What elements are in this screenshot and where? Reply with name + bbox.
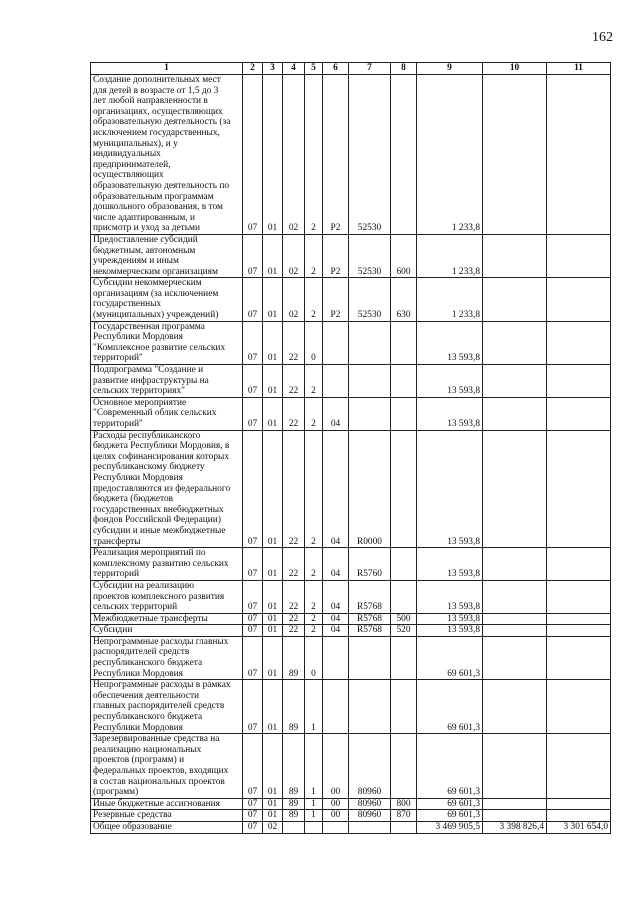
cell-amount-10: [483, 548, 547, 581]
cell-amount-11: [547, 321, 611, 364]
cell-code-7: R5768: [349, 580, 391, 613]
cell-code-8: 520: [391, 625, 417, 637]
cell-code-8: [391, 734, 417, 799]
cell-code-7: R5768: [349, 613, 391, 625]
table-row: [91, 278, 611, 321]
cell-code-7: [349, 636, 391, 679]
cell-row-name: Подпрограмма "Создание и развитие инфраструктуры на сельских территориях": [91, 365, 243, 398]
cell-amount-10: [483, 397, 547, 430]
cell-code-6: [323, 821, 349, 833]
cell-amount-11: [547, 734, 611, 799]
cell-code-4: 22: [283, 548, 305, 581]
cell-code-3: 01: [263, 365, 283, 398]
cell-code-3: 02: [263, 821, 283, 833]
cell-code-2: 07: [243, 810, 263, 822]
cell-code-2: 07: [243, 636, 263, 679]
table-header-row: [91, 63, 611, 75]
cell-code-7: 80960: [349, 798, 391, 810]
col-header-4: 4: [283, 63, 305, 75]
cell-amount-10: [483, 734, 547, 799]
cell-code-8: [391, 430, 417, 548]
cell-code-5: 1: [305, 810, 323, 822]
cell-amount-10: [483, 75, 547, 235]
cell-code-5: [305, 821, 323, 833]
cell-code-5: 2: [305, 397, 323, 430]
cell-amount-11: [547, 636, 611, 679]
cell-amount-10: [483, 613, 547, 625]
cell-code-6: 04: [323, 548, 349, 581]
cell-code-4: 22: [283, 580, 305, 613]
cell-code-4: 89: [283, 810, 305, 822]
cell-amount-9: 3 469 905,5: [417, 821, 483, 833]
cell-code-4: 02: [283, 234, 305, 277]
cell-row-name: Основное мероприятие "Современный облик сельских территорий": [91, 397, 243, 430]
cell-code-7: 52530: [349, 75, 391, 235]
cell-code-4: 02: [283, 278, 305, 321]
cell-amount-9: 13 593,8: [417, 430, 483, 548]
table-row: [91, 397, 611, 430]
cell-amount-10: [483, 625, 547, 637]
cell-code-3: 01: [263, 810, 283, 822]
cell-amount-11: [547, 798, 611, 810]
cell-row-name: Субсидии: [91, 625, 243, 637]
cell-code-2: 07: [243, 397, 263, 430]
cell-code-3: 01: [263, 75, 283, 235]
cell-code-7: R5760: [349, 548, 391, 581]
cell-code-3: 01: [263, 636, 283, 679]
cell-code-3: 01: [263, 234, 283, 277]
cell-amount-9: 13 593,8: [417, 397, 483, 430]
cell-amount-11: [547, 580, 611, 613]
cell-code-5: 2: [305, 75, 323, 235]
cell-code-7: 80960: [349, 734, 391, 799]
cell-row-name: Непрограммные расходы в рамках обеспечения деятельности главных распорядителей средств республиканского бюджета Республики Мордовия: [91, 680, 243, 734]
col-header-8: 8: [391, 63, 417, 75]
cell-code-6: [323, 680, 349, 734]
cell-code-2: 07: [243, 548, 263, 581]
cell-code-2: 07: [243, 821, 263, 833]
cell-code-8: [391, 75, 417, 235]
cell-amount-11: [547, 397, 611, 430]
cell-code-2: 07: [243, 680, 263, 734]
cell-code-5: 1: [305, 734, 323, 799]
cell-code-3: 01: [263, 278, 283, 321]
cell-code-4: 89: [283, 798, 305, 810]
cell-code-6: 00: [323, 810, 349, 822]
cell-amount-9: 13 593,8: [417, 580, 483, 613]
table-body: [91, 75, 611, 834]
cell-amount-9: 1 233,8: [417, 75, 483, 235]
cell-row-name: Общее образование: [91, 821, 243, 833]
cell-row-name: Расходы республиканского бюджета Республики Мордовия, в целях софинансирования которых республиканскому бюджету Республики Мордовия предоставляются из федерального бюджета (бюджетов государственных внебюджетных фондов Российской Федерации) субсидии и иные межбюджетные трансферты: [91, 430, 243, 548]
cell-amount-9: 69 601,3: [417, 636, 483, 679]
cell-amount-9: 69 601,3: [417, 680, 483, 734]
cell-code-3: 01: [263, 430, 283, 548]
table-row: [91, 580, 611, 613]
cell-code-4: 89: [283, 636, 305, 679]
cell-code-7: [349, 321, 391, 364]
cell-code-8: 600: [391, 234, 417, 277]
cell-code-5: 2: [305, 613, 323, 625]
col-header-10: 10: [483, 63, 547, 75]
cell-code-7: [349, 821, 391, 833]
col-header-2: 2: [243, 63, 263, 75]
cell-code-8: 800: [391, 798, 417, 810]
cell-code-3: 01: [263, 613, 283, 625]
cell-code-5: 2: [305, 234, 323, 277]
table-row: [91, 798, 611, 810]
table-row: [91, 548, 611, 581]
table-row: [91, 680, 611, 734]
cell-amount-11: [547, 625, 611, 637]
cell-amount-11: [547, 613, 611, 625]
cell-code-4: 22: [283, 321, 305, 364]
cell-code-7: 52530: [349, 278, 391, 321]
cell-row-name: Непрограммные расходы главных распорядителей средств республиканского бюджета Республики Мордовия: [91, 636, 243, 679]
cell-code-6: 04: [323, 430, 349, 548]
cell-code-6: P2: [323, 75, 349, 235]
cell-code-8: [391, 397, 417, 430]
col-header-6: 6: [323, 63, 349, 75]
cell-code-3: 01: [263, 580, 283, 613]
cell-code-5: 0: [305, 321, 323, 364]
cell-code-6: 00: [323, 734, 349, 799]
cell-code-6: [323, 636, 349, 679]
cell-amount-10: [483, 430, 547, 548]
cell-amount-11: [547, 548, 611, 581]
table-row: [91, 821, 611, 833]
cell-amount-11: [547, 810, 611, 822]
cell-amount-11: [547, 430, 611, 548]
cell-code-6: [323, 365, 349, 398]
cell-amount-10: [483, 278, 547, 321]
table-row: [91, 613, 611, 625]
cell-row-name: Создание дополнительных мест для детей в возрасте от 1,5 до 3 лет любой направленности в организациях, осуществляющих образовательную деятельность (за исключением государственных, муниципальных), и у индивидуальных предпринимателей, осуществляющих образовательную деятельность по образовательным программам дошкольного образования, в том числе адаптированным, и присмотр и уход за детьми: [91, 75, 243, 235]
cell-row-name: Предоставление субсидий бюджетным, автономным учреждениям и иным некоммерческим организациям: [91, 234, 243, 277]
cell-code-4: 89: [283, 680, 305, 734]
cell-code-6: 04: [323, 397, 349, 430]
cell-code-2: 07: [243, 430, 263, 548]
cell-code-8: [391, 365, 417, 398]
table-row: [91, 75, 611, 235]
cell-amount-11: [547, 680, 611, 734]
cell-code-8: [391, 548, 417, 581]
cell-amount-10: [483, 580, 547, 613]
cell-amount-10: [483, 636, 547, 679]
cell-amount-11: [547, 75, 611, 235]
cell-code-4: 22: [283, 365, 305, 398]
cell-code-6: 04: [323, 625, 349, 637]
cell-code-4: 22: [283, 430, 305, 548]
cell-amount-10: [483, 810, 547, 822]
cell-code-2: 07: [243, 580, 263, 613]
cell-code-5: 2: [305, 548, 323, 581]
cell-code-3: 01: [263, 734, 283, 799]
cell-code-4: 02: [283, 75, 305, 235]
cell-code-3: 01: [263, 321, 283, 364]
cell-amount-9: 69 601,3: [417, 810, 483, 822]
cell-code-4: 22: [283, 613, 305, 625]
cell-row-name: Субсидии на реализацию проектов комплексного развития сельских территорий: [91, 580, 243, 613]
cell-code-8: [391, 321, 417, 364]
cell-code-3: 01: [263, 798, 283, 810]
cell-amount-9: 13 593,8: [417, 613, 483, 625]
cell-amount-10: [483, 680, 547, 734]
cell-code-8: 500: [391, 613, 417, 625]
cell-amount-9: 1 233,8: [417, 234, 483, 277]
cell-amount-9: 13 593,8: [417, 548, 483, 581]
cell-amount-10: [483, 321, 547, 364]
cell-amount-10: [483, 234, 547, 277]
cell-code-8: [391, 636, 417, 679]
cell-code-7: 52530: [349, 234, 391, 277]
cell-code-7: [349, 397, 391, 430]
cell-code-6: 04: [323, 613, 349, 625]
cell-code-4: 89: [283, 734, 305, 799]
cell-code-5: 2: [305, 625, 323, 637]
cell-code-8: [391, 821, 417, 833]
cell-code-5: 1: [305, 798, 323, 810]
cell-amount-9: 1 233,8: [417, 278, 483, 321]
cell-code-3: 01: [263, 625, 283, 637]
cell-code-5: 2: [305, 430, 323, 548]
cell-row-name: Субсидии некоммерческим организациям (за исключением государственных (муниципальных) учреждений): [91, 278, 243, 321]
table-row: [91, 430, 611, 548]
cell-code-3: 01: [263, 548, 283, 581]
page-number: 162: [592, 30, 613, 45]
cell-amount-10: [483, 365, 547, 398]
cell-code-8: 630: [391, 278, 417, 321]
cell-amount-11: [547, 278, 611, 321]
cell-code-2: 07: [243, 798, 263, 810]
col-header-9: 9: [417, 63, 483, 75]
cell-code-2: 07: [243, 321, 263, 364]
cell-amount-11: [547, 365, 611, 398]
cell-amount-10: [483, 798, 547, 810]
col-header-3: 3: [263, 63, 283, 75]
cell-code-6: 04: [323, 580, 349, 613]
cell-row-name: Зарезервированные средства на реализацию национальных проектов (программ) и федеральных проектов, входящих в состав национальных проектов (программ): [91, 734, 243, 799]
table-row: [91, 234, 611, 277]
cell-code-2: 07: [243, 734, 263, 799]
cell-code-4: [283, 821, 305, 833]
cell-row-name: Государственная программа Республики Мордовия "Комплексное развитие сельских территорий": [91, 321, 243, 364]
cell-code-5: 0: [305, 636, 323, 679]
table-row: [91, 734, 611, 799]
cell-amount-9: 69 601,3: [417, 798, 483, 810]
cell-amount-11: 3 301 654,0: [547, 821, 611, 833]
cell-code-6: P2: [323, 278, 349, 321]
cell-code-2: 07: [243, 625, 263, 637]
cell-code-8: 870: [391, 810, 417, 822]
table-row: [91, 636, 611, 679]
cell-code-4: 22: [283, 625, 305, 637]
table-row: [91, 365, 611, 398]
cell-code-2: 07: [243, 278, 263, 321]
cell-code-7: [349, 680, 391, 734]
cell-code-7: R0000: [349, 430, 391, 548]
cell-code-2: 07: [243, 234, 263, 277]
table-row: [91, 625, 611, 637]
cell-code-6: P2: [323, 234, 349, 277]
cell-code-2: 07: [243, 75, 263, 235]
col-header-11: 11: [547, 63, 611, 75]
cell-row-name: Резервные средства: [91, 810, 243, 822]
cell-amount-9: 13 593,8: [417, 321, 483, 364]
budget-table: [90, 62, 611, 834]
cell-code-2: 07: [243, 613, 263, 625]
cell-code-2: 07: [243, 365, 263, 398]
cell-amount-9: 13 593,8: [417, 365, 483, 398]
cell-row-name: Иные бюджетные ассигнования: [91, 798, 243, 810]
cell-amount-9: 13 593,8: [417, 625, 483, 637]
cell-amount-9: 69 601,3: [417, 734, 483, 799]
table-row: [91, 321, 611, 364]
cell-row-name: Реализация мероприятий по комплексному развитию сельских территорий: [91, 548, 243, 581]
cell-code-7: R5768: [349, 625, 391, 637]
cell-amount-10: 3 398 826,4: [483, 821, 547, 833]
cell-code-4: 22: [283, 397, 305, 430]
cell-code-5: 2: [305, 580, 323, 613]
cell-code-7: [349, 365, 391, 398]
cell-code-8: [391, 680, 417, 734]
col-header-1: 1: [91, 63, 243, 75]
cell-row-name: Межбюджетные трансферты: [91, 613, 243, 625]
table-row: [91, 810, 611, 822]
cell-code-6: [323, 321, 349, 364]
cell-code-5: 2: [305, 278, 323, 321]
col-header-5: 5: [305, 63, 323, 75]
cell-code-3: 01: [263, 397, 283, 430]
cell-code-3: 01: [263, 680, 283, 734]
cell-code-8: [391, 580, 417, 613]
cell-code-7: 80960: [349, 810, 391, 822]
col-header-7: 7: [349, 63, 391, 75]
cell-code-5: 2: [305, 365, 323, 398]
cell-code-5: 1: [305, 680, 323, 734]
cell-amount-11: [547, 234, 611, 277]
cell-code-6: 00: [323, 798, 349, 810]
